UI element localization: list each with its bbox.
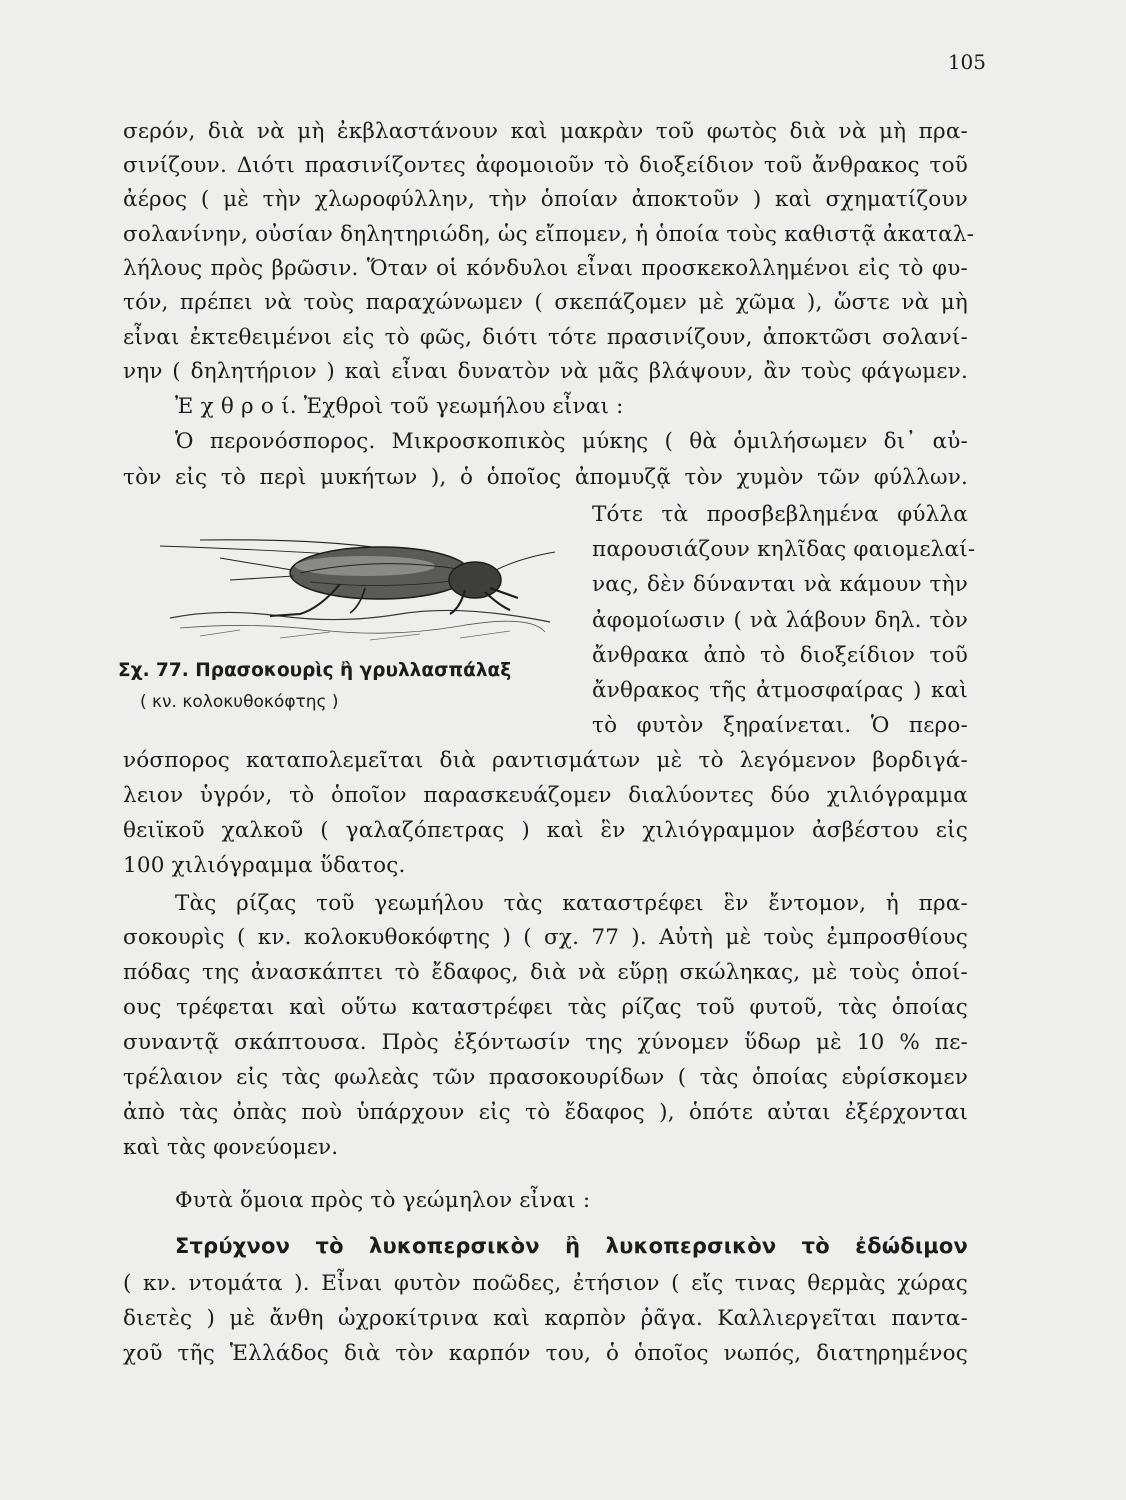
text-line: ἄνθρακα ἀπὸ τὸ διοξείδιον τοῦ xyxy=(592,643,968,668)
text-line: νας, δὲν δύνανται νὰ κάμουν τὴν xyxy=(592,572,968,597)
text-line: Τὰς ρίζας τοῦ γεωμήλου τὰς καταστρέφει ἓν ἔντομον, ἡ πρα- xyxy=(175,891,968,916)
text-line: τὸν εἰς τὸ περὶ μυκήτων ), ὁ ὁποῖος ἀπομυζᾷ τὸν χυμὸν τῶν φύλλων. xyxy=(123,465,968,490)
text-line: σοκουρὶς ( κν. κολοκυθοκόφτης ) ( σχ. 77 ). Αὐτὴ μὲ τοὺς ἐμπροσθίους xyxy=(123,925,968,950)
page-number: 105 xyxy=(947,50,986,74)
text-line: ἀπὸ τὰς ὀπὰς ποὺ ὑπάρχουν εἰς τὸ ἔδαφος ), ὁπότε αὐται ἐξέρχονται xyxy=(123,1100,968,1125)
text-line: σερόν, διὰ νὰ μὴ ἐκβλαστάνουν καὶ μακρὰν τοῦ φωτὸς διὰ νὰ μὴ πρα- xyxy=(123,119,968,144)
text-line: τόν, πρέπει νὰ τοὺς παραχώνωμεν ( σκεπάζομεν μὲ χῶμα ), ὥστε νὰ μὴ xyxy=(123,290,968,315)
section-heading-tomato: Στρύχνον τὸ λυκοπερσικὸν ἢ λυκοπερσικὸν τὸ ἐδώδιμον xyxy=(175,1234,968,1258)
figure-caption: Σχ. 77. Πρασοκουρὶς ἢ γρυλλασπάλαξ xyxy=(118,660,512,681)
text-line: νην ( δηλητήριον ) καὶ εἶναι δυνατὸν νὰ μᾶς βλάψουν, ἂν τοὺς φάγωμεν. xyxy=(123,359,968,384)
text-line: σινίζουν. Διότι πρασινίζοντες ἀφομοιοῦν τὸ διοξείδιον τοῦ ἄνθρακος τοῦ xyxy=(123,153,968,178)
text-line: συναντᾷ σκάπτουσα. Πρὸς ἐξόντωσίν της χύνομεν ὕδωρ μὲ 10 % πε- xyxy=(123,1030,968,1055)
text-line: εἶναι ἐκτεθειμένοι εἰς τὸ φῶς, διότι τότε πρασινίζουν, ἀποκτῶσι σολανί- xyxy=(123,325,968,350)
section-heading-enemies: Ἐ χ θ ρ ο ί. Ἐχθροὶ τοῦ γεωμήλου εἶναι : xyxy=(175,394,624,419)
text-line: τρέλαιον εἰς τὰς φωλεὰς τῶν πρασοκουρίδων ( τὰς ὁποίας εὑρίσκομεν xyxy=(123,1065,968,1090)
text-line: καὶ τὰς φονεύομεν. xyxy=(123,1135,339,1160)
text-line: ἄνθρακος τῆς ἀτμοσφαίρας ) καὶ xyxy=(592,678,968,703)
text-line: λήλους πρὸς βρῶσιν. Ὅταν οἱ κόνδυλοι εἶναι προσκεκολλημένοι εἰς τὸ φυ- xyxy=(123,256,968,281)
text-line: διετὲς ) μὲ ἄνθη ὠχροκίτρινα καὶ καρπὸν ῥᾶγα. Καλλιεργεῖται παντα- xyxy=(123,1306,968,1331)
text-line: ἀέρος ( μὲ τὴν χλωροφύλλην, τὴν ὁποίαν ἀποκτοῦν ) καὶ σχηματίζουν xyxy=(123,187,968,212)
text-line: ( κν. ντομάτα ). Εἶναι φυτὸν ποῶδες, ἐτήσιον ( εἴς τινας θερμὰς χώρας xyxy=(123,1271,968,1296)
text-line: λειον ὑγρόν, τὸ ὁποῖον παρασκευάζομεν διαλύοντες δύο χιλιόγραμμα xyxy=(123,783,968,808)
text-line: ἀφομοίωσιν ( νὰ λάβουν δηλ. τὸν xyxy=(592,608,968,633)
text-line: θειϊκοῦ χαλκοῦ ( γαλαζόπετρας ) καὶ ἓν χιλιόγραμμον ἀσβέστου εἰς xyxy=(123,818,968,843)
mole-cricket-illustration xyxy=(160,518,560,646)
text-line: νόσπορος καταπολεμεῖται διὰ ραντισμάτων μὲ τὸ λεγόμενον βορδιγά- xyxy=(123,748,968,773)
text-line: ους τρέφεται καὶ οὕτω καταστρέφει τὰς ρίζας τοῦ φυτοῦ, τὰς ὁποίας xyxy=(123,995,968,1020)
text-line: παρουσιάζουν κηλῖδας φαιομελαί- xyxy=(592,537,976,562)
text-line: Φυτὰ ὅμοια πρὸς τὸ γεώμηλον εἶναι : xyxy=(175,1188,591,1213)
text-line: χοῦ τῆς Ἑλλάδος διὰ τὸν καρπόν του, ὁ ὁποῖος νωπός, διατηρημένος xyxy=(123,1341,968,1366)
text-line: Ὁ περονόσπορος. Μικροσκοπικὸς μύκης ( θὰ ὁμιλήσωμεν δι᾽ αὐ- xyxy=(175,429,968,454)
text-line: τὸ φυτὸν ξηραίνεται. Ὁ περο- xyxy=(592,713,968,738)
text-line: πόδας της ἀνασκάπτει τὸ ἔδαφος, διὰ νὰ εὕρῃ σκώληκας, μὲ τοὺς ὁποί- xyxy=(123,960,968,985)
text-line: σολανίνην, οὐσίαν δηλητηριώδη, ὡς εἴπομεν, ἡ ὁποία τοὺς καθιστᾷ ἀκαταλ- xyxy=(123,222,975,247)
text-line: 100 χιλιόγραμμα ὕδατος. xyxy=(123,853,406,878)
text-line: Τότε τὰ προσβεβλημένα φύλλα xyxy=(592,502,968,527)
figure-subcaption: ( κν. κολοκυθοκόφτης ) xyxy=(140,692,339,712)
